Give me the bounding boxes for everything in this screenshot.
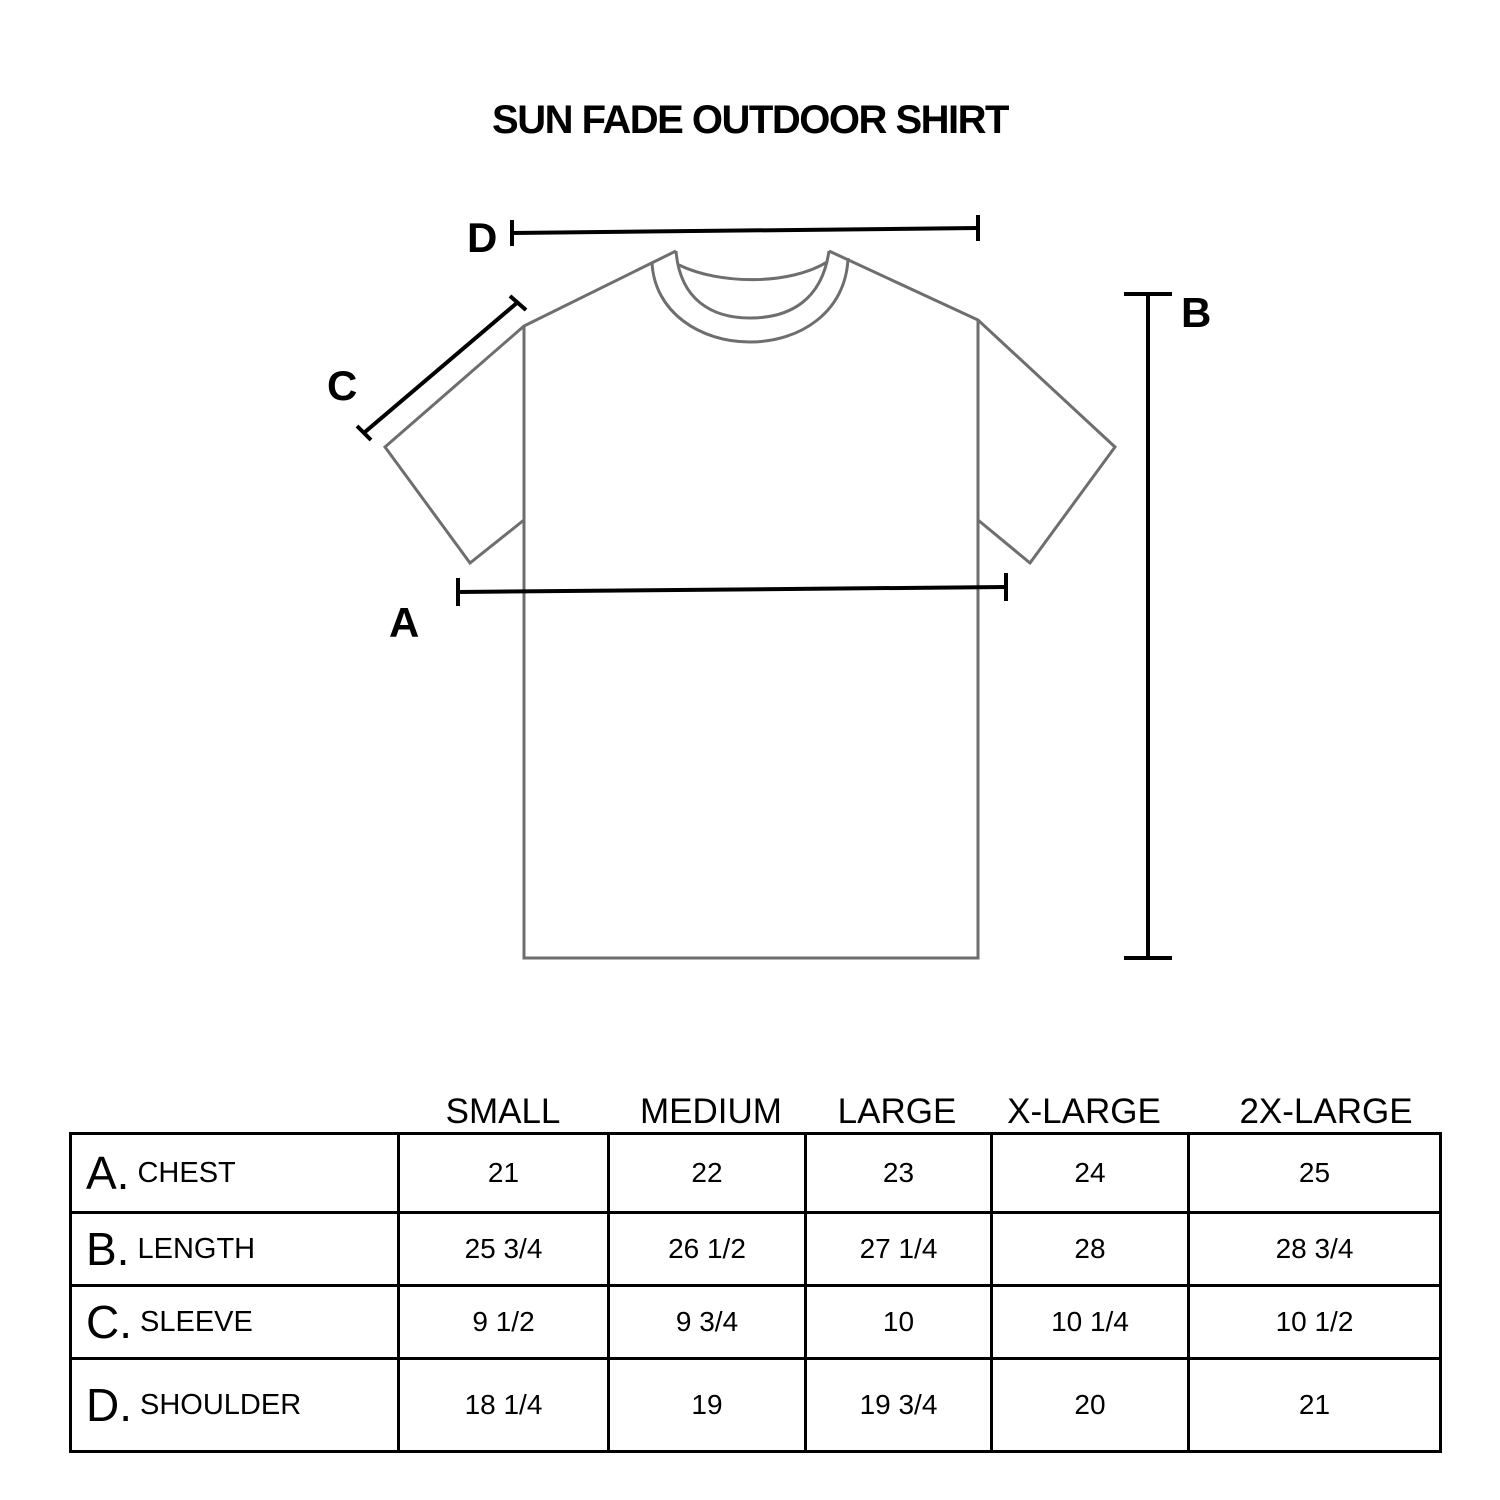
row-name: SLEEVE	[140, 1305, 253, 1338]
table-cell: 28 3/4	[1189, 1213, 1441, 1286]
row-label	[71, 1213, 399, 1286]
table-cell: 25	[1189, 1134, 1441, 1213]
table-cell: 19	[609, 1359, 806, 1452]
measure-c-line	[365, 302, 518, 432]
table-row-length	[71, 1213, 1441, 1286]
shirt-body	[385, 251, 1115, 958]
table-cell: 26 1/2	[609, 1213, 806, 1286]
row-name: SHOULDER	[140, 1388, 302, 1421]
measure-d-line	[512, 228, 978, 233]
row-label	[71, 1134, 399, 1213]
table-cell: 23	[806, 1134, 992, 1213]
table-cell: 28	[992, 1213, 1189, 1286]
table-cell: 19 3/4	[806, 1359, 992, 1452]
label-c: C	[327, 362, 358, 409]
row-letter: A.	[86, 1147, 130, 1199]
size-header-large: LARGE	[837, 1092, 957, 1131]
table-row-sleeve	[71, 1286, 1441, 1359]
table-cell: 27 1/4	[806, 1213, 992, 1286]
row-letter: D.	[86, 1379, 132, 1431]
row-letter: C.	[86, 1296, 132, 1348]
label-a: A	[389, 599, 420, 646]
label-b: B	[1181, 289, 1212, 336]
page-title: SUN FADE OUTDOOR SHIRT	[492, 98, 1008, 142]
table-cell: 22	[609, 1134, 806, 1213]
size-chart-table	[69, 1132, 1442, 1453]
measure-a-line	[458, 587, 1006, 592]
size-header-medium: MEDIUM	[640, 1092, 782, 1131]
table-cell: 9 3/4	[609, 1286, 806, 1359]
table-cell: 9 1/2	[399, 1286, 609, 1359]
table-cell: 18 1/4	[399, 1359, 609, 1452]
table-cell: 21	[1189, 1359, 1441, 1452]
row-name: CHEST	[137, 1156, 236, 1189]
size-header-2xlarge: 2X-LARGE	[1239, 1092, 1413, 1131]
table-row-chest	[71, 1134, 1441, 1213]
table-cell: 25 3/4	[399, 1213, 609, 1286]
table-cell: 20	[992, 1359, 1189, 1452]
table-cell: 10 1/2	[1189, 1286, 1441, 1359]
table-cell: 24	[992, 1134, 1189, 1213]
measure-lines	[357, 215, 1172, 958]
table-cell: 10	[806, 1286, 992, 1359]
collar-inner	[676, 251, 829, 318]
table-cell: 21	[399, 1134, 609, 1213]
size-header-xlarge: X-LARGE	[1007, 1092, 1161, 1131]
table-row-shoulder	[71, 1359, 1441, 1452]
label-d: D	[467, 214, 498, 261]
shirt-outline	[385, 251, 1115, 958]
row-label	[71, 1286, 399, 1359]
row-name: LENGTH	[137, 1232, 256, 1265]
size-header-small: SMALL	[445, 1092, 561, 1131]
collar-outer	[652, 258, 848, 342]
collar-back	[679, 262, 827, 280]
table-cell: 10 1/4	[992, 1286, 1189, 1359]
row-letter: B.	[86, 1223, 130, 1275]
row-label	[71, 1359, 399, 1452]
